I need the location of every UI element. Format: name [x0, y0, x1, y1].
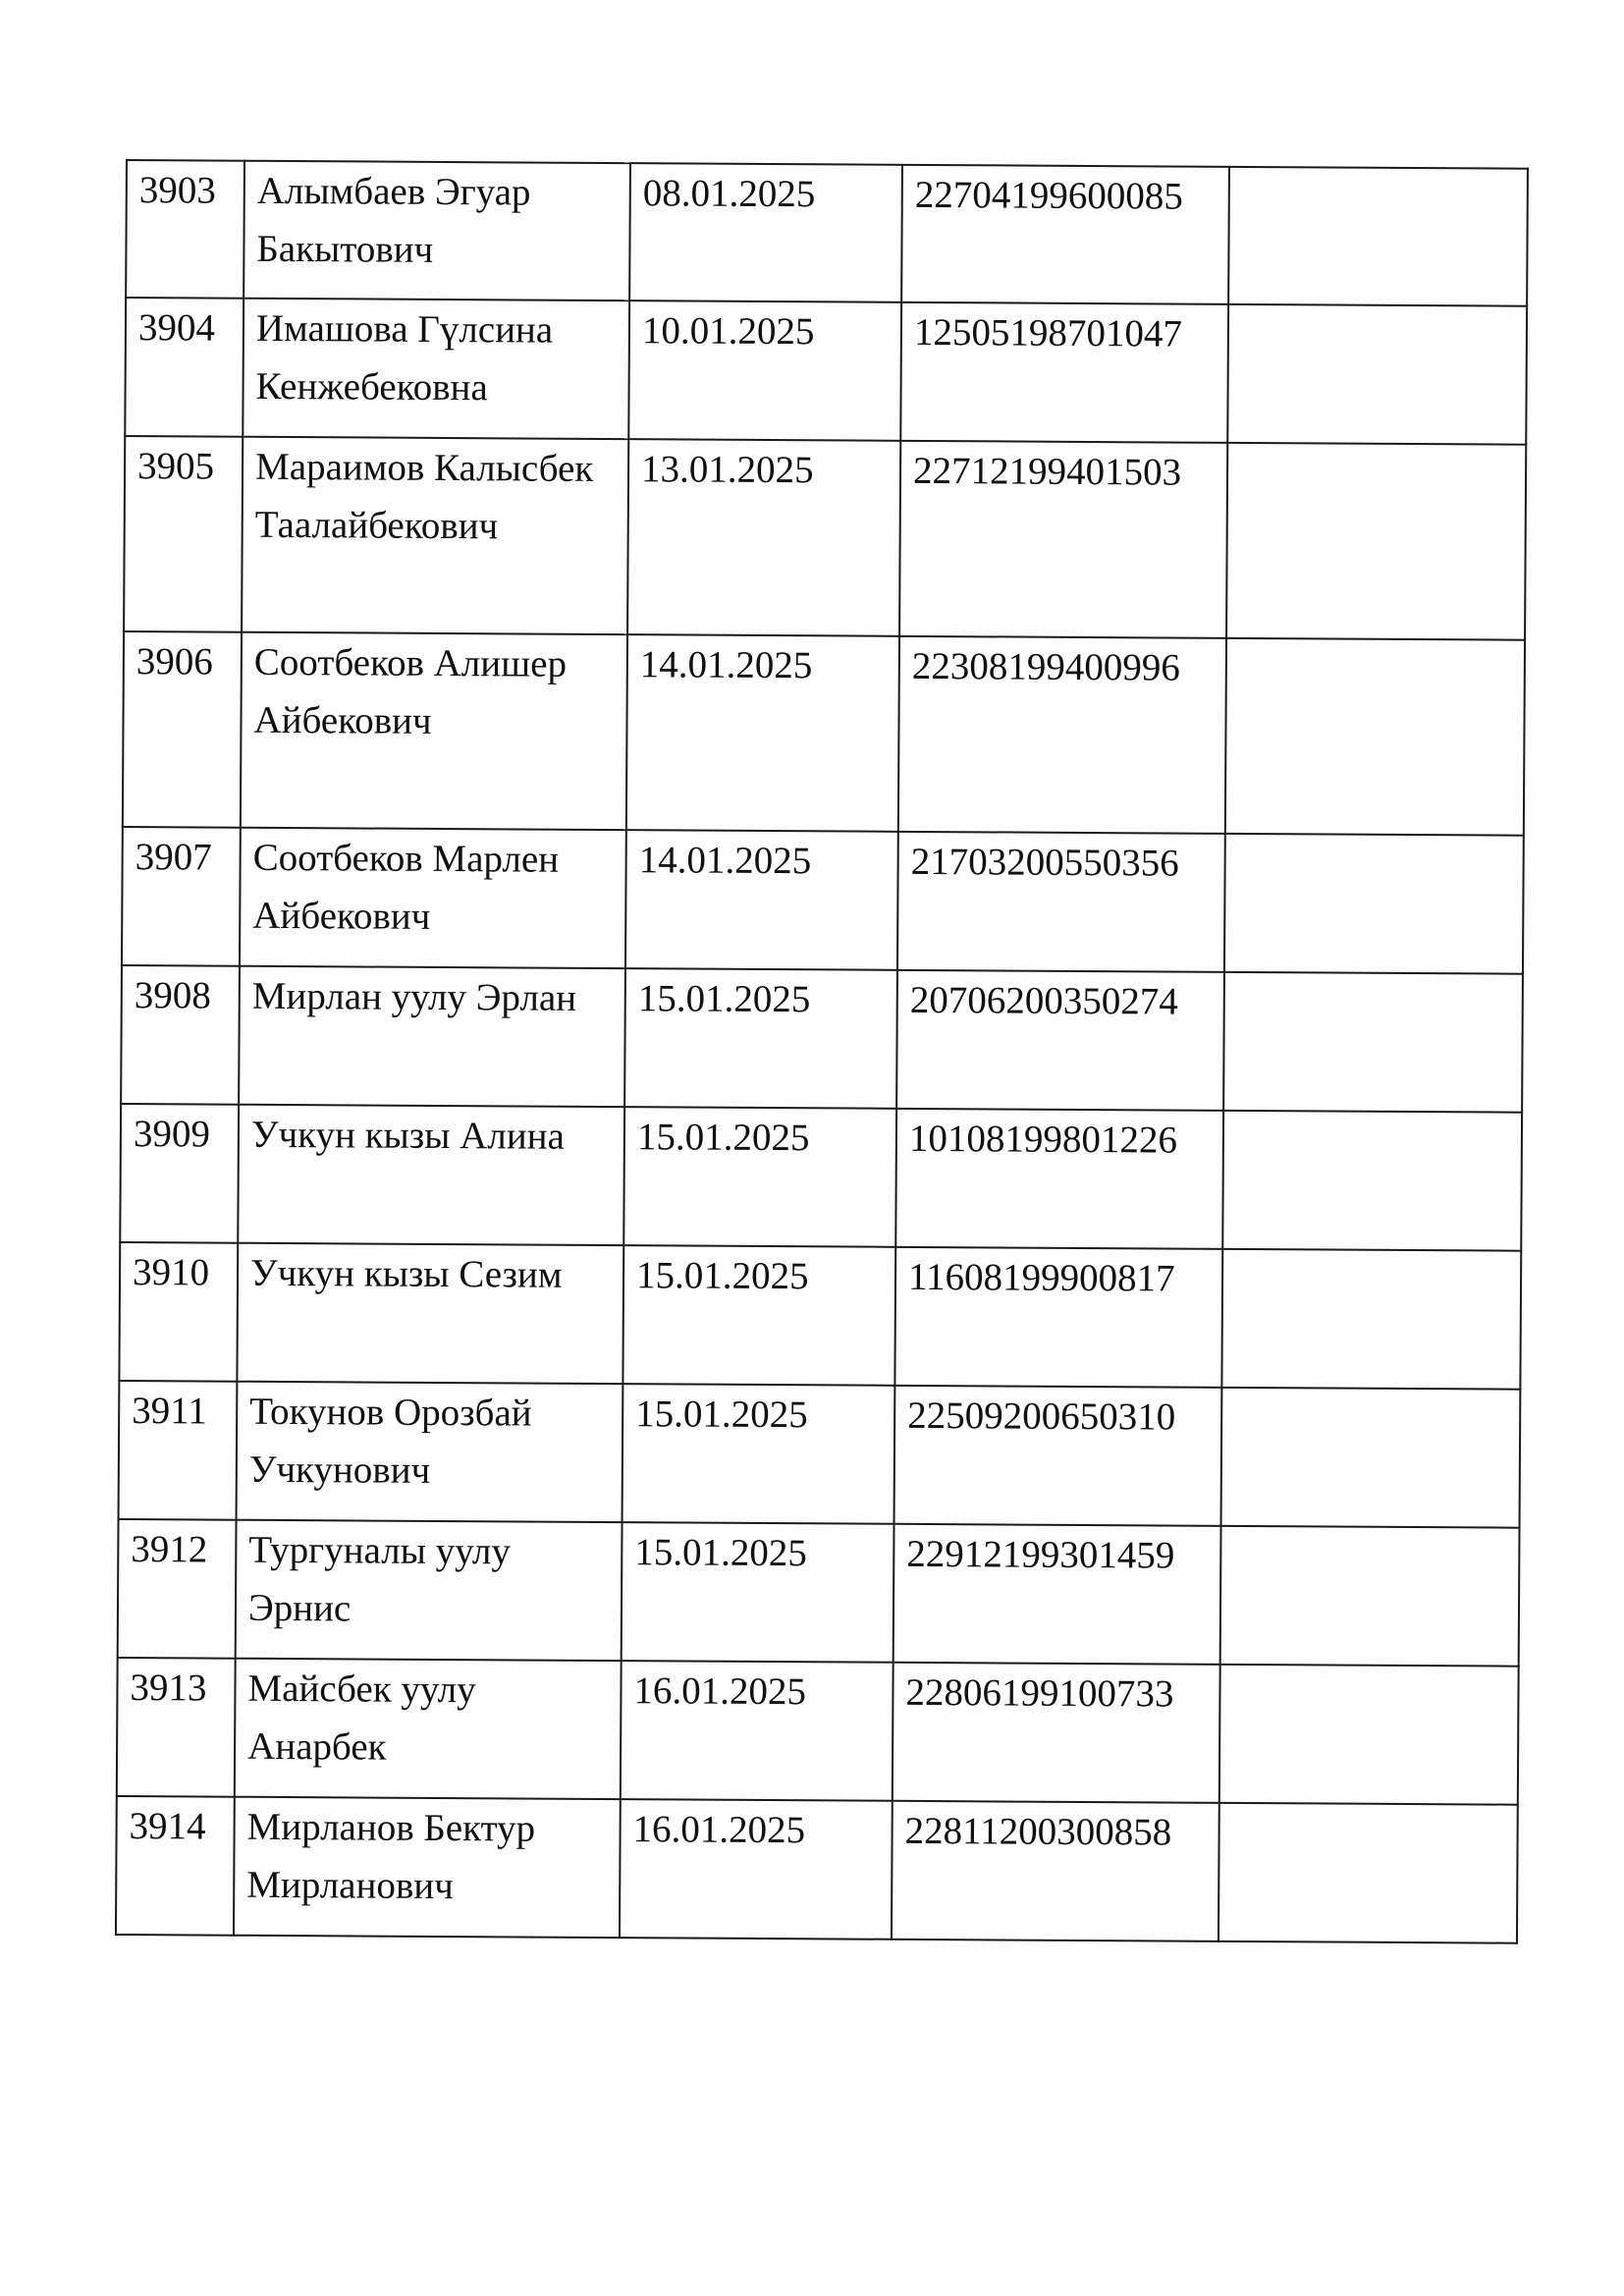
row-number: 3912	[118, 1519, 237, 1659]
personal-id-number: 11608199900817	[894, 1247, 1222, 1388]
empty-cell	[1224, 834, 1524, 974]
person-name: Токунов Орозбай Учкунович	[237, 1382, 623, 1522]
personal-id-number: 20706200350274	[896, 970, 1224, 1111]
table-row	[121, 965, 1523, 1113]
registration-date: 15.01.2025	[622, 1522, 894, 1663]
row-number: 3903	[126, 160, 244, 299]
table-row	[118, 1519, 1520, 1667]
registration-date: 15.01.2025	[623, 1245, 895, 1386]
person-name: Мараимов Калысбек Таалайбекович	[242, 437, 628, 634]
registration-date: 15.01.2025	[624, 968, 897, 1109]
personal-id-number: 22704199600085	[901, 165, 1229, 304]
person-name: Алымбаев Эгуар Бакытович	[244, 161, 630, 301]
personal-id-number: 22806199100733	[893, 1663, 1220, 1803]
personal-id-number: 21703200550356	[897, 832, 1225, 972]
table-row	[126, 160, 1528, 306]
person-name: Учкун кызы Сезим	[237, 1243, 623, 1384]
empty-cell	[1222, 1111, 1522, 1251]
registration-date: 16.01.2025	[621, 1661, 893, 1801]
person-name: Тургуналы уулу Эрнис	[236, 1520, 623, 1661]
empty-cell	[1227, 304, 1527, 445]
empty-cell	[1226, 443, 1526, 640]
row-number: 3906	[123, 631, 242, 828]
row-number: 3905	[124, 436, 243, 632]
person-name: Мирлан уулу Эрлан	[239, 966, 625, 1107]
person-name: Соотбеков Марлен Айбекович	[240, 828, 626, 968]
person-name: Соотбеков Алишер Айбекович	[241, 632, 627, 830]
table-row	[116, 1796, 1518, 1943]
row-number: 3911	[119, 1381, 238, 1520]
table-row	[119, 1381, 1521, 1528]
table-row	[123, 631, 1525, 836]
table-row	[120, 1104, 1522, 1251]
registry-table-body	[116, 160, 1528, 1943]
table-row	[125, 298, 1527, 445]
empty-cell	[1219, 1665, 1519, 1805]
row-number: 3910	[119, 1242, 238, 1382]
registration-date: 10.01.2025	[628, 301, 901, 441]
personal-id-number: 22912199301459	[893, 1524, 1221, 1665]
person-name: Учкун кызы Алина	[238, 1105, 624, 1245]
personal-id-number: 22509200650310	[894, 1386, 1222, 1526]
empty-cell	[1221, 1388, 1521, 1528]
registration-date: 14.01.2025	[626, 634, 899, 832]
row-number: 3909	[120, 1104, 239, 1243]
registration-date: 13.01.2025	[627, 439, 900, 636]
empty-cell	[1225, 638, 1525, 836]
empty-cell	[1220, 1526, 1520, 1667]
person-name: Имашова Гүлсина Кенжебековна	[243, 299, 629, 439]
personal-id-number: 12505198701047	[900, 302, 1228, 443]
empty-cell	[1218, 1803, 1518, 1943]
registry-table	[115, 159, 1529, 1944]
row-number: 3908	[121, 965, 240, 1105]
row-number: 3904	[125, 298, 244, 437]
registration-date: 14.01.2025	[625, 830, 898, 970]
person-name: Майсбек уулу Анарбек	[235, 1659, 622, 1799]
row-number: 3913	[117, 1658, 236, 1797]
empty-cell	[1228, 167, 1528, 306]
personal-id-number: 10108199801226	[895, 1109, 1223, 1249]
table-row	[119, 1242, 1521, 1390]
personal-id-number: 22712199401503	[899, 441, 1227, 638]
table-row	[117, 1658, 1519, 1805]
table-row	[122, 827, 1524, 974]
registration-date: 16.01.2025	[620, 1799, 893, 1940]
empty-cell	[1221, 1249, 1521, 1390]
person-name: Мирланов Бектур Мирланович	[234, 1797, 621, 1938]
personal-id-number: 22308199400996	[898, 636, 1226, 834]
registration-date: 15.01.2025	[623, 1107, 896, 1247]
empty-cell	[1223, 972, 1523, 1113]
table-row	[124, 436, 1526, 640]
registration-date: 08.01.2025	[629, 163, 902, 302]
row-number: 3907	[122, 827, 241, 966]
personal-id-number: 22811200300858	[892, 1801, 1219, 1941]
row-number: 3914	[116, 1796, 235, 1936]
registration-date: 15.01.2025	[623, 1384, 895, 1524]
